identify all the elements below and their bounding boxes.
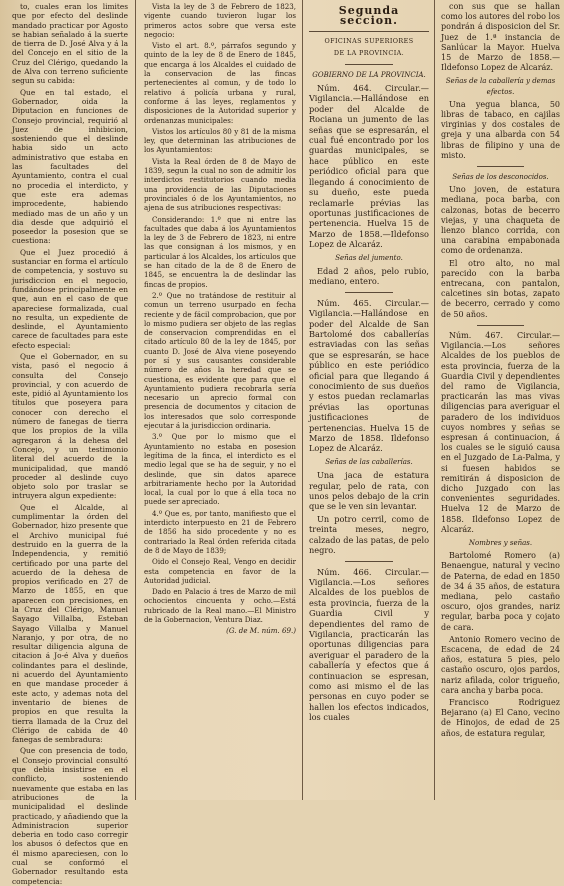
notice-464: Núm. 464. Circular.—Vigilancia.—Hallándose en poder del Alcalde de Rociana un jumento de las señas que se espresarán, el cual fué encontrado por los guardas municipales, se hace público en este periódico oficial para que llegando á conocimiento de su dueño, este pueda reclamarle prévias las oportunas justificaciones de pertenencia. Huelva 15 de Marzo de 1858.—Ildefonso Lopez de Alcaráz. (309, 83, 429, 250)
paragraph: Vista la Real órden de 8 de Mayo de 1839, segun la cual no son de admitir los interdictos restitutorios cuando media una providencia de las Diputaciones provinciales ó de los Ayuntamientos, no ajena de sus atribuciones respectivas: (144, 156, 296, 213)
gazette-reference: (G. de M. núm. 69.) (226, 626, 296, 636)
column-2 (140, 0, 300, 800)
paragraph: Dado en Palacio á tres de Marzo de mil ochocientos cincuenta y ocho.—Está rubricado de la Real mano.—El Ministro de la Gobernacion, Ventura Diaz. (144, 587, 296, 624)
paragraph: Vistos los artículos 80 y 81 de la misma ley, que determinan las atribuciones de los Ayuntamientos: (144, 126, 296, 155)
offices-heading: OFICINAS SUPERIORES (324, 36, 414, 45)
divider (477, 166, 525, 167)
senas-yegua: Una yegua blanca, 50 libras de tabaco, en cajilas virginias y dos costales de greja y una albarda con 54 libras de filipino y una de misto. (441, 99, 560, 160)
paragraph: Que el Juez procedió á sustanciar en forma el artículo de competencia, y sostuvo su jurisdiccion en el negocio, fundándose principalmente en que, aun en el caso de que apareciese formalizada, cual no resulta, un expediente de deslinde, el Ayuntamiento carece de facultades para este efecto especial: (12, 247, 128, 350)
paragraph: 4.º Que es, por tanto, manifiesto que el interdicto interpuesto en 21 de Febrero de 1856 ha sido procedente y no es contrariado la Real órden referida citada de 8 de Mayo de 1839; (144, 508, 296, 555)
senas-caballeria: Una jaca de estatura regular, pelo de rata, con unos pelos debajo de la crin que se le ven sin levantar. (309, 470, 429, 512)
senas-desconocido: El otro alto, no mal parecido con la barba entrecana, con pantalon, calcetines sin botas, zapato de becerro, cerrado y como de 50 años. (441, 258, 560, 319)
divider (345, 292, 393, 293)
government-heading: GOBIERNO DE LA PROVINCIA. (312, 70, 426, 79)
paragraph: Que el Gobernador, en su vista, pasó el negocio á consulta del Consejo provincial, y con acuerdo de este, pidió al Ayuntamiento los títulos que poseyera para conocer con derecho el número de fanegas de tierra que los propios de la villa agregaron á la dehesa del Concejo, y un testimonio literal del acuerdo de la municipalidad, que mandó proceder al deslinde cuyo objeto solo por traslar se intruyera algun expediente: (12, 351, 128, 501)
paragraph: Que el Alcalde, al cumplimentar la órden del Gobernador, hizo presente que el Archivo municipal fué destruido en la guerra de la Independencia, y remitió certificado por una parte del acuerdo de la dehesa de propios verificado en 27 de Marzo de 1855, en que aparecen con precisiones, en la Cruz del Clérigo, Manuel Sayago Villalba, Esteban Sayago Villalba y Manuel Naranjo, y por otra, de no resultar diligencia alguna de citacion á Jo-é Alva y dueños colindantes para el deslinde, ni acuerdo del Ayuntamiento en que mandase proceder á este acto, y ademas nota del inventario de bienes de propios en que resulta la tierra llamada de la Cruz del Clérigo de cabida de 40 fanegas de sembradura: (12, 502, 128, 745)
senas-jumento-title: Señas del jumento. (335, 253, 403, 262)
column-divider (434, 0, 435, 800)
section-title: Segunda seccion. (338, 4, 400, 28)
column-4 (437, 0, 564, 800)
notice-465: Núm. 465. Circular.—Vigilancia.—Hallándose en poder del Alcalde de San Bartolomé dos caballerías estraviadas con las señas que se espresarán, se hace público en este periódico oficial para que llegando á conocimiento de sus dueños y estos puedan reclamarlas prévias las oportunas justificaciones de pertenencias. Huelva 15 de Marzo de 1858. Ildefonso Lopez de Alcaráz. (309, 297, 429, 454)
column-divider (302, 0, 303, 800)
nombre-entry: Bartolomé Romero (a) Benaengue, natural y vecino de Paterna, de edad en 1850 de 34 á 35 años, de estatura mediana, pelo castaño oscuro, ojos grandes, nariz regular, barba poca y cojato de cara. (441, 551, 560, 632)
province-heading: DE LA PROVINCIA. (333, 49, 405, 58)
notice-466: Núm. 466. Circular.—Vigilancia.—Los señores Alcaldes de los pueblos de esta provincia, fuerza de la Guardia Civil y dependientes del ramo de Vigilancia, practicarán las oportunas diligencias para averiguar el paradero de la caballería y efectos que á continuacion se espresan, como asi mismo el de las personas en cuyo poder se hallen los efectos indicados, los cuales (309, 566, 429, 723)
senas-yegua-title: Señas de la caballería y demas efectos. (445, 77, 556, 96)
paragraph: Oido el Consejo Real, Vengo en decidir esta competencia en favor de la Autoridad judicial. (144, 557, 296, 585)
notice-467: Núm. 467. Circular.—Vigilancia.—Los señores Alcaldes de los pueblos de esta provincia, fuerza de la Guardia Civil y dependientes del ramo de Vigilancia, practicarán las mas vivas diligencias para averiguar el paradero de los individuos cuyos nombres y señas se espresan á continuacion, á los cuales se le siguió causa en el Juzgado de La-Palma, y si fuesen habidos se remitirán á disposicion de dicho Juzgado con las convenientes seguridades. Huelva 12 de Marzo de 1858. Ildefonso Lopez de Alcaráz. (441, 330, 560, 534)
column-divider (135, 0, 136, 800)
paragraph: Visto el art. 8.º, párrafos segundo y quinto de la ley de 8 de Enero de 1845, que encarga á los Alcaldes el cuidado de la conservacion de las fincas pertenecientes al comun, y de todo lo relativo á policía urbana y rural, conforme á las leyes, reglamentos y disposiciones de la Autoridad superior y ordenanzas municipales: (144, 41, 296, 125)
paragraph: 3.º Que por lo mismo que el Ayuntamiento no estaba en posesion legítima de la finca, el interdicto es el medio legal que se ha de seguir, y no el deslinde, que sin datos aparece arbitrariamente hecho por la Autoridad local, la cual por lo que á ella toca no puede ser apreciado. (144, 432, 296, 507)
paragraph: Vista la ley de 3 de Febrero de 1823, vigente cuando tuvieron lugar los primeros actos sobre que versa este negocio: (144, 2, 296, 39)
divider (309, 31, 429, 32)
senas-caballeria: Un potro cerril, como de treinta meses, negro, calzado de las patas, de pelo negro. (309, 513, 429, 556)
paragraph: Considerando: 1.º que ni entre las facultades que daba á los Ayuntamientos la ley de 3 de Febrero de 1823, ni entre las que consignan á los mismos, y en particular á los Alcaldes, los artículos que se han citado de la de 8 de Enero de 1845, se encuentra la de deslindar las fincas de propios. (144, 214, 296, 289)
paragraph: to, cuales eran los limites que por efecto del deslinde mandado practicar por Agosto se habian señalado á la suerte de tierra de D. José Alva y á la del Concejo en el sitio de la Cruz del Clérigo, quedando la de Alva con terreno suficiente segun su cabida: (12, 2, 128, 86)
senas-jumento: Edad 2 años, pelo rubio, mediano, entero. (309, 265, 429, 287)
column-1 (8, 0, 132, 886)
divider (345, 64, 393, 65)
nombre-entry: Antonio Romero vecino de Escacena, de edad de 24 años, estatura 5 pies, pelo castaño oscuro, ojos pardos, nariz afilada, color trigueño, cara ancha y barba poca. (441, 634, 560, 695)
paragraph: Que en tal estado, el Gobernador, oida la Diputacion en funciones de Consejo provincial, requirió al Juez de inhibicion, sosteniendo que el deslinde habia sido un acto administrativo que estaba en las facultades del Ayuntamiento, contra el cual no procedia el interdicto, y que este era ademas improcedente, habiendo mediado mas de un año y un dia desde que adquirió el poseedor la posesion que se cuestiona: (12, 87, 128, 246)
nombres-title: Nombres y señas. (468, 538, 533, 547)
divider (477, 325, 525, 326)
column-3 (305, 0, 433, 800)
paragraph: Que con presencia de todo, el Consejo provincial consultó que debia insistirse en el conflicto, sosteniendo nuevamente que estaba en las atribuciones de la municipalidad el deslinde practicado, y añadiendo que la Administracion superior deberia en todo caso corregir los abusos ó defectos que en él mismo apareciesen, con lo cual se conformó el Gobernador resultando esta competencia: (12, 746, 128, 886)
notice-466-continued: con sus que se hallan como los autores del robo los pondrán á disposicion del Sr. Juez de 1.ª instancia de Sanlúcar la Mayor. Huelva 15 de Marzo de 1858.—Ildefonso Lopez de Alcaráz. (441, 2, 560, 73)
senas-desconocido: Uno joven, de estatura mediana, poca barba, con calzonas, botas de becerro viejas, y una chaqueta de lienzo blanco corrida, con una carabina empabonada como de ordenanza. (441, 185, 560, 256)
paragraph: 2.º Que no tratándose de restituir al comun un terreno usurpado en fecha reciente y de fácil comprobacion, que por lo mismo pudiera ser objeto de las reglas de conservacion comprendidas en el citado artículo 80 de la ley de 1845, por cuanto D. José de Alva viene poseyendo por sí y sus causantes considerable número de años la heredad que se cuestiona, es evidente que para que el Ayuntamiento pudiera recobrarla sería necesario un aprecio formal con presencia de documentos y citacion de los interesados que solo corresponde ejecutar á la jurisdiccion ordinaria. (144, 290, 296, 431)
nombre-entry: Francisco Rodriguez Bejarano (a) El Cano, vecino de Hinojos, de edad de 25 años, de estatura regular, (441, 698, 560, 738)
divider (345, 561, 393, 562)
senas-desconocidos-title: Señas de los desconocidos. (452, 173, 549, 182)
senas-caballerias-title: Señas de las caballerías. (325, 457, 413, 466)
